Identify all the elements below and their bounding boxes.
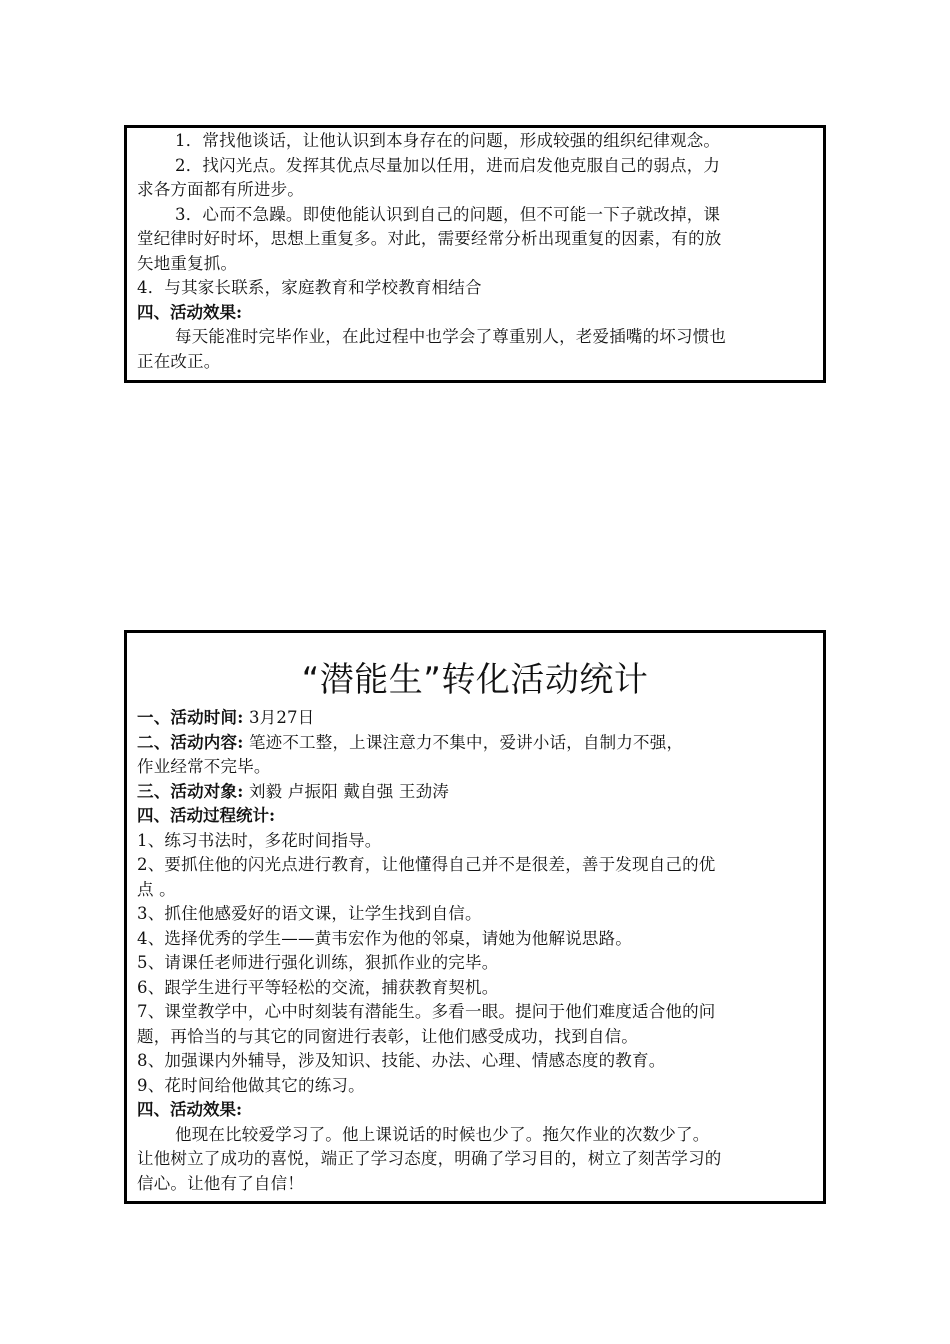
measure-item-continued: 堂纪律时好时坏，思想上重复多。对此，需要经常分析出现重复的因素，有的放 — [137, 229, 722, 248]
measure-item-continued: 求各方面都有所进步。 — [137, 180, 304, 199]
activity-time-label: 一、活动时间: — [137, 708, 244, 727]
measure-item: 3．心而不急躁。即使他能认识到自己的问题，但不可能一下子就改掉，课 — [175, 204, 721, 224]
measure-item: 4．与其家长联系，家庭教育和学校教育相结合 — [137, 278, 482, 297]
process-item: 1、练习书法时，多花时间指导。 — [137, 830, 382, 850]
process-item: 6、跟学生进行平等轻松的交流，捕获教育契机。 — [137, 977, 499, 997]
effect-text: 正在改正。 — [137, 351, 221, 371]
process-item: 2、要抓住他的闪光点进行教育，让他懂得自己并不是很差，善于发现自己的优 — [137, 855, 716, 874]
process-item: 4、选择优秀的学生——黄韦宏作为他的邻桌，请她为他解说思路。 — [137, 928, 632, 948]
activity-target-value: 刘毅 卢振阳 戴自强 王劲涛 — [248, 781, 449, 801]
activity-content-continued: 作业经常不完毕。 — [137, 757, 271, 776]
measure-item-continued: 矢地重复抓。 — [137, 253, 238, 273]
effect-text: 他现在比较爱学习了。他上课说话的时候也少了。拖欠作业的次数少了。 — [175, 1124, 710, 1144]
activity-content-value: 笔迹不工整，上课注意力不集中，爱讲小话，自制力不强， — [248, 732, 684, 752]
process-item: 9、花时间给他做其它的练习。 — [137, 1075, 365, 1095]
effect-text: 信心。让他有了自信！ — [137, 1173, 304, 1193]
process-item: 5、请课任老师进行强化训练，狠抓作业的完毕。 — [137, 953, 499, 972]
process-item-continued: 题，再恰当的与其它的同窗进行表彰，让他们感受成功，找到自信。 — [137, 1026, 638, 1046]
effect-heading: 四、活动效果: — [137, 1100, 243, 1119]
effect-heading: 四、活动效果: — [137, 302, 243, 322]
process-heading: 四、活动过程统计: — [137, 806, 276, 825]
activity-time-row — [137, 706, 823, 731]
process-item: 7、课堂教学中，心中时刻装有潜能生。多看一眼。提问于他们难度适合他的问 — [137, 1002, 716, 1021]
measure-item: 2．找闪光点。发挥其优点尽量加以任用，进而启发他克服自己的弱点，力 — [175, 155, 721, 175]
process-item: 3、抓住他感爱好的语文课，让学生找到自信。 — [137, 904, 482, 923]
process-item: 8、加强课内外辅导，涉及知识、技能、办法、心理、情感态度的教育。 — [137, 1051, 666, 1070]
activity-target-row — [137, 780, 823, 805]
measure-item: 1．常找他谈话，让他认识到本身存在的问题，形成较强的组织纪律观念。 — [175, 131, 721, 150]
activity-content-label: 二、活动内容: — [137, 732, 244, 752]
activity-target-label: 三、活动对象: — [137, 781, 244, 801]
activity-statistics-box — [124, 630, 826, 1204]
process-item-continued: 点 。 — [137, 879, 176, 899]
activity-content-row — [137, 731, 823, 756]
measures-box — [124, 125, 826, 383]
page-title: “潜能生”转化活动统计 — [301, 660, 649, 700]
effect-text: 每天能准时完毕作业，在此过程中也学会了尊重别人，老爱插嘴的坏习惯也 — [175, 327, 727, 346]
activity-time-value: 3月27日 — [248, 708, 315, 727]
effect-text: 让他树立了成功的喜悦，端正了学习态度，明确了学习目的，树立了刻苦学习的 — [137, 1149, 722, 1168]
